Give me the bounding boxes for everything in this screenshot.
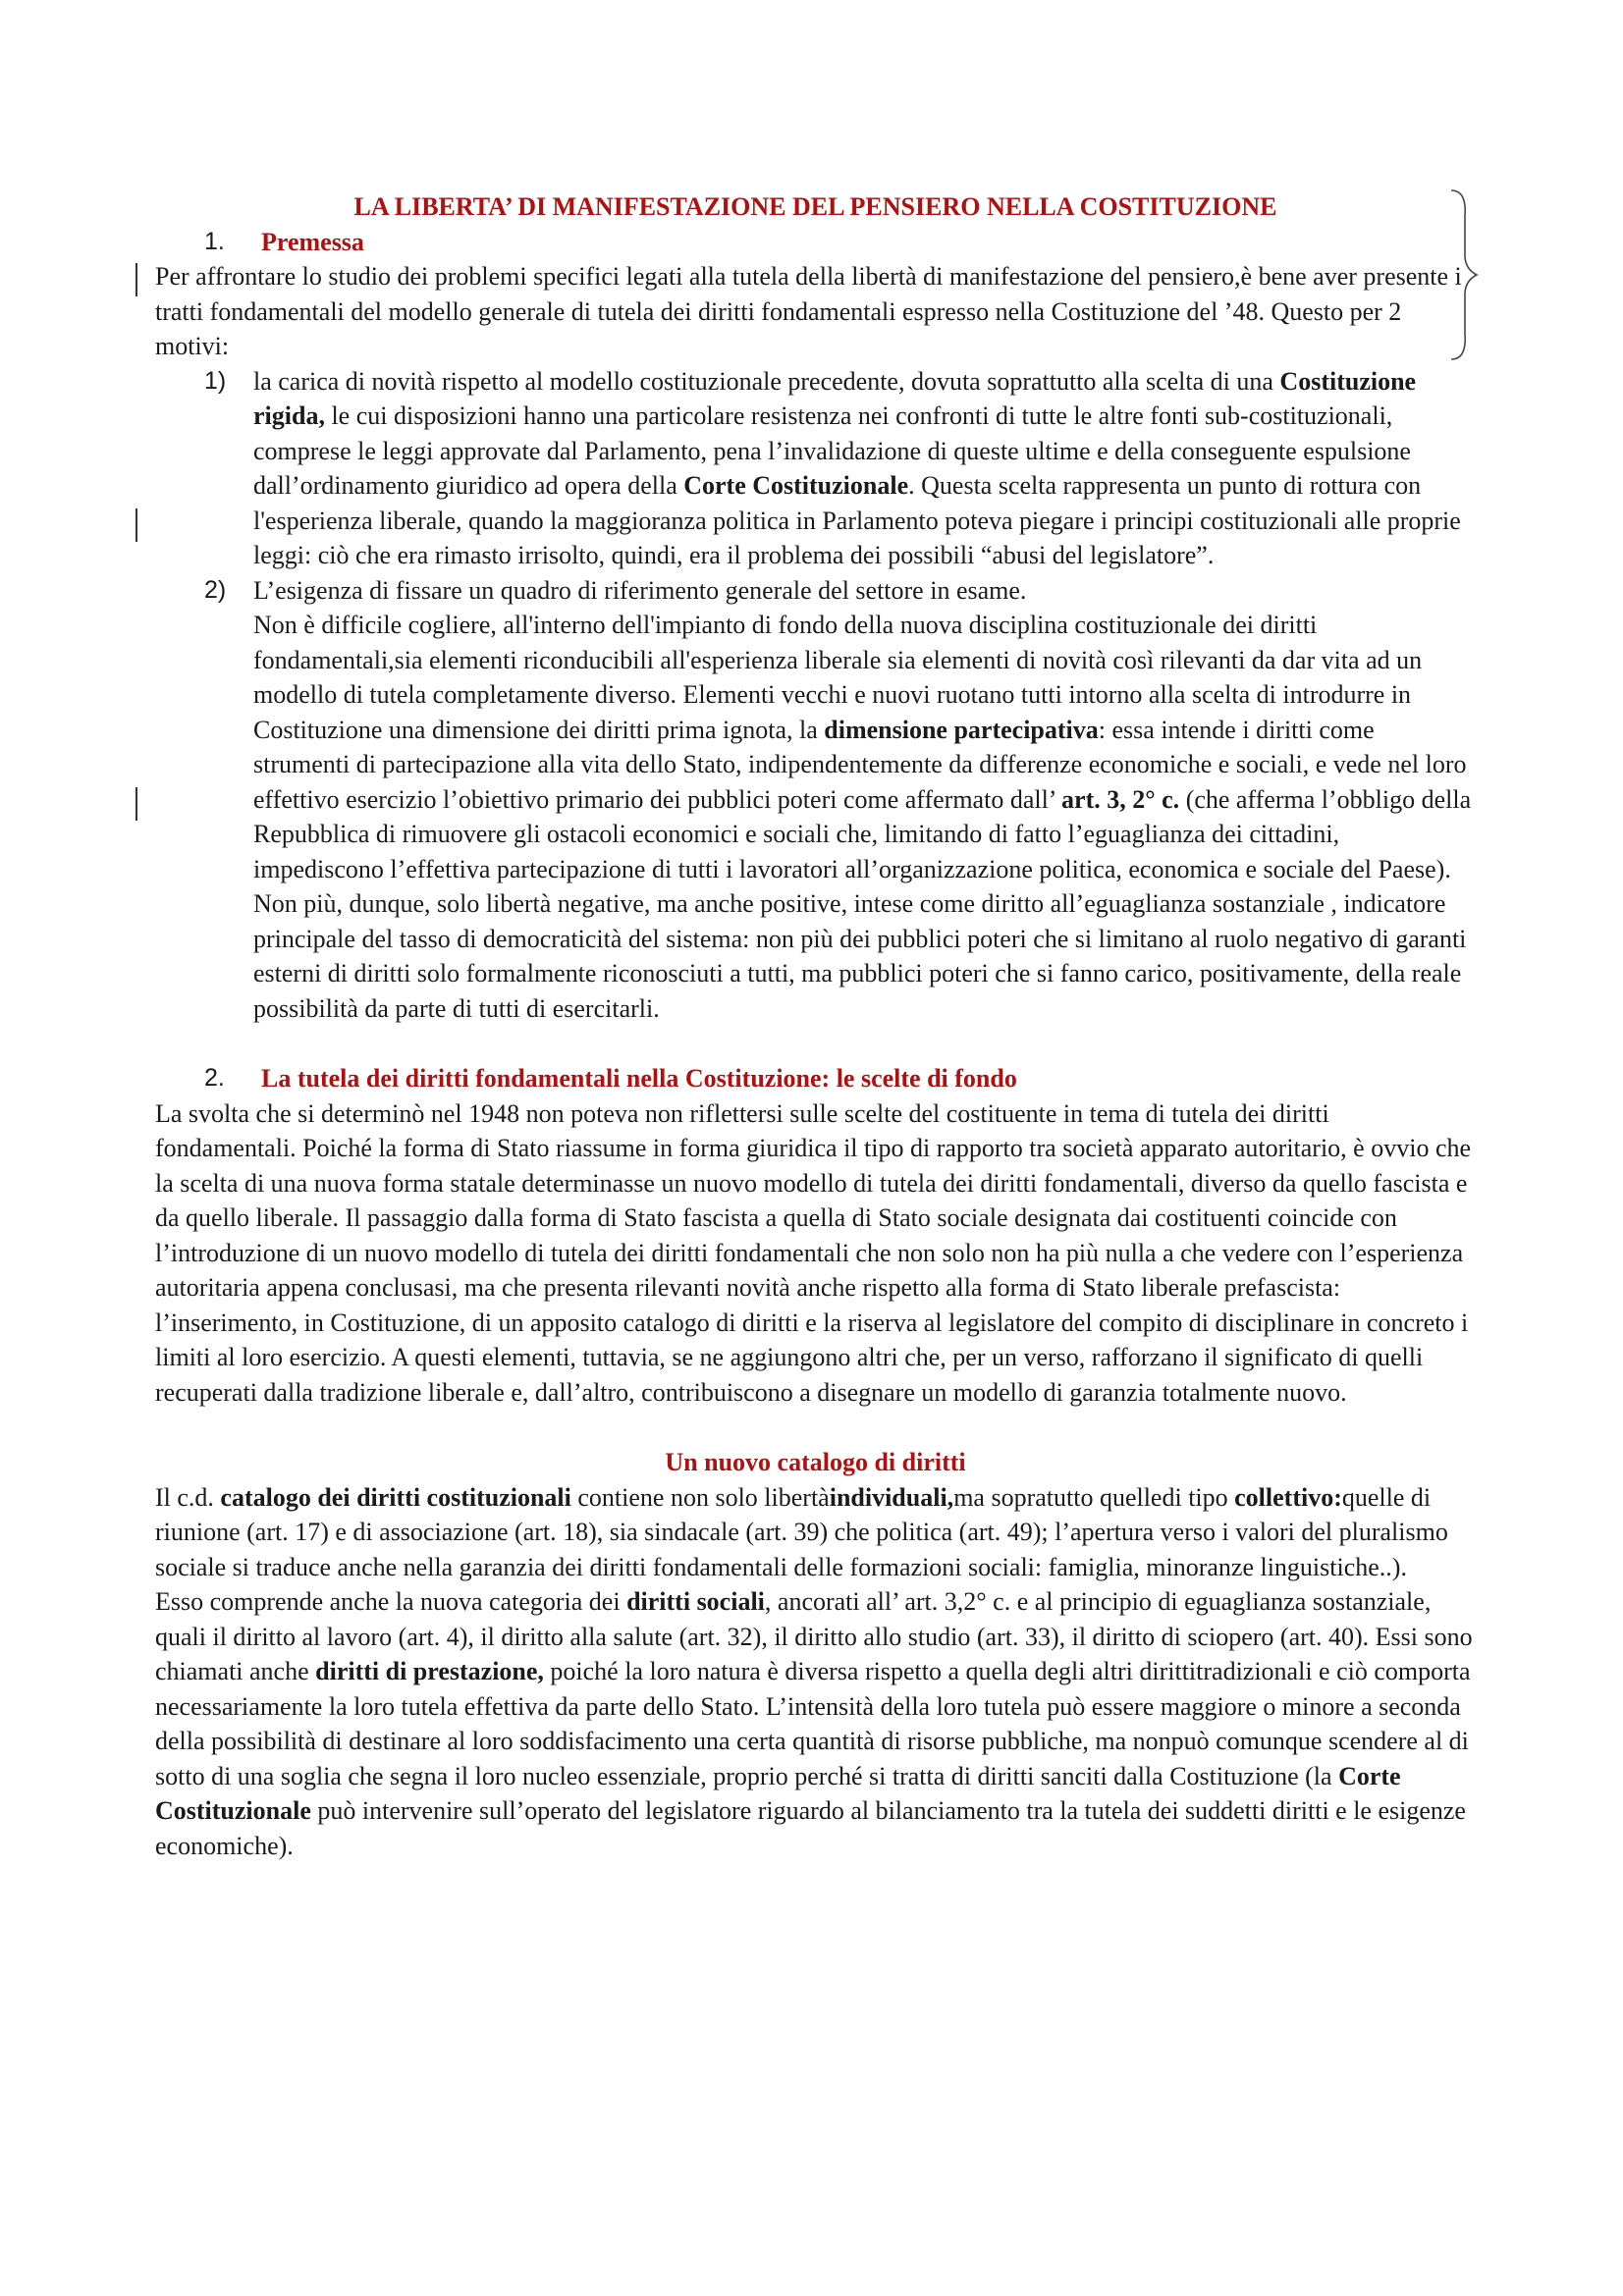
- document-title: LA LIBERTA’ DI MANIFESTAZIONE DEL PENSIERO NELLA COSTITUZIONE: [353, 192, 1277, 221]
- motivi-list: [155, 364, 1476, 1027]
- text-run: quelle di riunione (art. 17) e di associazione (art. 18), sia sindacale (art. 39) che politica (art. 49); l’apertura verso i valori del pluralismo sociale si traduce anche nella garanzia dei diritti fondamentali delle formazioni sociali: famiglia, minoranze linguistiche..).: [155, 1482, 1448, 1581]
- section-number: 2.: [204, 1064, 225, 1092]
- bold-term: art. 3, 2° c.: [1061, 784, 1180, 814]
- section-title: La tutela dei diritti fondamentali nella Costituzione: le scelte di fondo: [261, 1064, 1017, 1093]
- diritti-sociali-paragraph: [155, 1584, 1476, 1863]
- text-run: può intervenire sull’operato del legislatore riguardo al bilanciamento tra la tutela dei suddetti diritti e le esigenze economiche).: [155, 1796, 1466, 1860]
- text-run: la carica di novità rispetto al modello costituzionale precedente, dovuta soprattutto alla scelta di una: [253, 366, 1280, 396]
- text-run: , ancorati all’ art. 3,2° c. e al principio di eguaglianza sostanziale, quali il diritto al lavoro (art. 4), il diritto alla salute (art. 32), il diritto allo studio (art. 33), il diritto di sciopero (art. 40). Essi sono chiamati anche: [155, 1587, 1473, 1685]
- text-run: (che afferma l’obbligo della Repubblica di rimuovere gli ostacoli economici e sociali che, limitando di fatto l’eguaglianza dei cittadini, impediscono l’effettiva partecipazione di tutti i lavoratori all’organizzazione politica, economica e sociale del Paese). Non più, dunque, solo libertà negative, ma anche positive, intese come diritto all’eguaglianza sostanziale , indicatore principale del tasso di democraticità del sistema: non più dei pubblici poteri che si limitano al ruolo negativo di garanti esterni di diritti solo formalmente riconosciuti a tutti, ma pubblici poteri che si fanno carico, positivamente, della reale possibilità da parte di tutti di esercitarli.: [253, 784, 1472, 1023]
- spacer: [155, 1410, 1476, 1445]
- text-run: L’esigenza di fissare un quadro di riferimento generale del settore in esame.: [253, 575, 1027, 605]
- bold-term: catalogo dei diritti costituzionali: [220, 1482, 571, 1512]
- bold-term: collettivo:: [1234, 1482, 1342, 1512]
- section-title: Premessa: [261, 227, 364, 256]
- revision-bar: [135, 508, 137, 542]
- text-run: Il c.d.: [155, 1482, 221, 1512]
- bold-term: Corte Costituzionale: [683, 471, 909, 500]
- section-heading-tutela: [155, 1061, 1476, 1096]
- revision-bar: [135, 263, 137, 296]
- bold-term: diritti di prestazione,: [315, 1657, 544, 1685]
- bold-term: individuali,: [829, 1482, 954, 1512]
- list-item-number: 2): [204, 575, 227, 604]
- list-item-number: 1): [204, 366, 227, 395]
- catalogo-paragraph: [155, 1480, 1476, 1585]
- list-item: [155, 573, 1476, 1027]
- document-body: [155, 189, 1476, 1863]
- bold-term: Costituzione rigida,: [253, 366, 1417, 430]
- bold-term: diritti sociali: [626, 1587, 765, 1616]
- section-heading-premessa: [155, 225, 1476, 260]
- spacer: [155, 1026, 1476, 1061]
- text-run: Non è difficile cogliere, all'interno dell'impianto di fondo della nuova disciplina costituzionale dei diritti fondamentali,sia elementi riconducibili all'esperienza liberale sia elementi di novità così rilevanti da dar vita ad un modello di tutela completamente diverso. Elementi vecchi e nuovi ruotano tutti intorno alla scelta di introdurre in Costituzione una dimensione dei diritti prima ignota, la: [253, 611, 1423, 744]
- bold-term: Corte Costituzionale: [155, 1761, 1401, 1825]
- text-run: . Questa scelta rappresenta un punto di rottura con l'esperienza liberale, quando la maggioranza politica in Parlamento poteva piegare i principi costituzionali alle proprie leggi: ciò che era rimasto irrisolto, quindi, era il problema dei possibili “abusi del legislatore”.: [253, 471, 1461, 569]
- list-item: [155, 364, 1476, 573]
- text-run: : essa intende i diritti come strumenti di partecipazione alla vita dello Stato, indipendentemente da differenze economiche e sociali, e vede nel loro effettivo esercizio l’obiettivo primario dei pubblici poteri come affermato dall’: [253, 715, 1467, 814]
- intro-paragraph: Per affrontare lo studio dei problemi specifici legati alla tutela della libertà di manifestazione del pensiero,è bene aver presente i tratti fondamentali del modello generale di tutela dei diritti fondamentali espresso nella Costituzione del ’48. Questo per 2 motivi:: [155, 262, 1462, 360]
- section-body: La svolta che si determinò nel 1948 non poteva non riflettersi sulle scelte del costituente in tema di tutela dei diritti fondamentali. Poiché la forma di Stato riassume in forma giuridica il tipo di rapporto tra società apparato autoritario, è ovvio che la scelta di una nuova forma statale determinasse un nuovo modello di tutela dei diritti fondamentali, diverso da quello fascista e da quello liberale. Il passaggio dalla forma di Stato fascista a quella di Stato sociale designata dai costituenti coincide con l’introduzione di un nuovo modello di tutela dei diritti fondamentali che non solo non ha più nulla a che vedere con l’esperienza autoritaria appena conclusasi, ma che presenta rilevanti novità anche rispetto alla forma di Stato liberale prefascista: l’inserimento, in Costituzione, di un apposito catalogo di diritti e la riserva al legislatore del compito di disciplinare in concreto i limiti al loro esercizio. A questi elementi, tuttavia, se ne aggiungono altri che, per un verso, rafforzano il significato di quelli recuperati dalla tradizione liberale e, dall’altro, contribuiscono a disegnare un modello di garanzia totalmente nuovo.: [155, 1098, 1472, 1407]
- text-run: poiché la loro natura è diversa rispetto a quella degli altri dirittitradizionali e ciò comporta necessariamente la loro tutela effettiva da parte dello Stato. L’intensità della loro tutela può essere maggiore o minore a seconda della possibilità di destinare al loro soddisfacimento una certa quantità di risorse pubbliche, ma nonpuò comunque scendere al di sotto di una soglia che segna il loro nucleo essenziale, proprio perché si tratta di diritti sanciti dalla Costituzione (la: [155, 1657, 1471, 1790]
- subheading-catalogo: Un nuovo catalogo di diritti: [665, 1448, 966, 1476]
- text-run: ma sopratutto quelledi tipo: [953, 1482, 1235, 1512]
- revision-bar: [135, 787, 137, 821]
- text-run: Esso comprende anche la nuova categoria dei: [155, 1587, 627, 1616]
- text-run: le cui disposizioni hanno una particolare resistenza nei confronti di tutte le altre fonti sub-costituzionali, comprese le leggi approvate dal Parlamento, pena l’invalidazione di queste ultime e della conseguente espulsione dall’ordinamento giuridico ad opera della: [253, 401, 1411, 500]
- bold-term: dimensione partecipativa: [824, 715, 1099, 744]
- section-number: 1.: [204, 227, 225, 255]
- text-run: contiene non solo libertà: [570, 1482, 830, 1512]
